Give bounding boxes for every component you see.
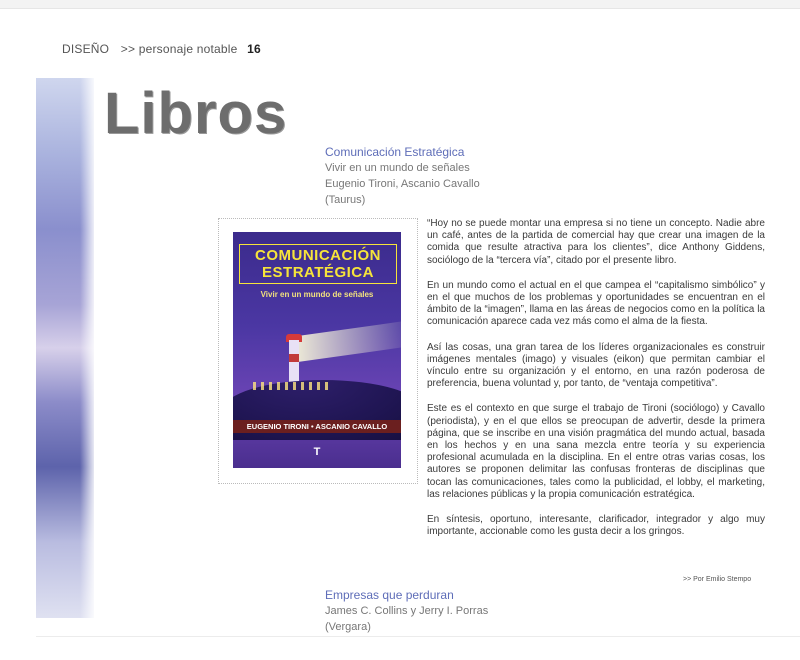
book1-info: [325, 144, 480, 208]
lighthouse-band: [289, 354, 299, 362]
cover-title: COMUNICACIÓN ESTRATÉGICA: [239, 244, 397, 284]
book1-subtitle: Vivir en un mundo de señales: [325, 162, 470, 174]
page-title: Libros: [104, 81, 288, 146]
page-number: 16: [247, 42, 261, 56]
book2-authors: James C. Collins y Jerry I. Porras: [325, 605, 489, 617]
review-paragraph: En un mundo como el actual en el que campea el “capitalismo simbólico” y en el que muchos de los problemas y oportunidades se encuentran en el ámbito de la “imagen”, llama en las áreas de negocios como en la política la comunicación aparece cada vez más como el alma de la fiesta.: [427, 279, 765, 328]
book-cover-frame: [218, 218, 418, 484]
lighthouse-tower: [289, 340, 299, 386]
publisher-logo: T: [313, 446, 321, 458]
review-paragraph: En síntesis, oportuno, interesante, clarificador, integrador y algo muy importante, accionable como les gusta decir a los gringos.: [427, 514, 765, 538]
cover-subtitle: Vivir en un mundo de señales: [260, 290, 374, 299]
running-header: [62, 42, 261, 56]
section-breadcrumb: >> personaje notable: [120, 42, 238, 56]
book1-publisher: (Taurus): [325, 194, 366, 206]
book1-title: Comunicación Estratégica: [325, 145, 465, 159]
book1-authors: Eugenio Tironi, Ascanio Cavallo: [325, 178, 480, 190]
review-paragraph: “Hoy no se puede montar una empresa si no tiene un concepto. Nadie abre un café, antes de la partida de comercial hay que crear una imagen de la comida que resulte atractiva para los clientes”, dice Anthony Giddens, sociólogo de la “tercera vía”, citado por el presente libro.: [427, 218, 765, 266]
page-top-edge: [0, 0, 800, 9]
magazine-brand: DISEÑO: [62, 42, 110, 56]
page-bottom-rule: [36, 636, 800, 637]
decorative-side-strip: [36, 78, 94, 618]
book2-publisher: (Vergara): [325, 621, 371, 633]
cover-authors: EUGENIO TIRONI • ASCANIO CAVALLO: [233, 420, 401, 433]
lighthouse-beam: [295, 320, 401, 363]
review-paragraph: Este es el contexto en que surge el trabajo de Tironi (sociólogo) y Cavallo (periodista), y en el que ellos se preocupan de advertir, desde la primera página, que se inscribe en una visión pragmática del mundo actual, basada en los hechos y en una sana mezcla entre teoría y su experiencia profesional acumulada en la disciplina. En el entre otras varias cosas, los autores se proponen delimitar las confusas fronteras de disciplinas que tocan las comunicaciones, tales como la publicidad, el lobby, el marketing, las relaciones públicas y la propia comunicación estratégica.: [427, 403, 765, 500]
book2-info: [325, 587, 488, 635]
book-cover: [233, 232, 401, 468]
review-body: [427, 218, 765, 551]
cover-town-lights: [253, 382, 333, 390]
review-byline: >> Por Emilio Stempo: [683, 576, 752, 583]
review-paragraph: Así las cosas, una gran tarea de los líderes organizacionales es construir imágenes mentales (imago) y visuales (eikon) que permitan cambiar el vínculo entre su organización y el entorno, en una razón poderosa de preferencia, buena voluntad y, por tanto, de “ventaja competitiva”.: [427, 341, 765, 390]
book2-title: Empresas que perduran: [325, 588, 454, 602]
